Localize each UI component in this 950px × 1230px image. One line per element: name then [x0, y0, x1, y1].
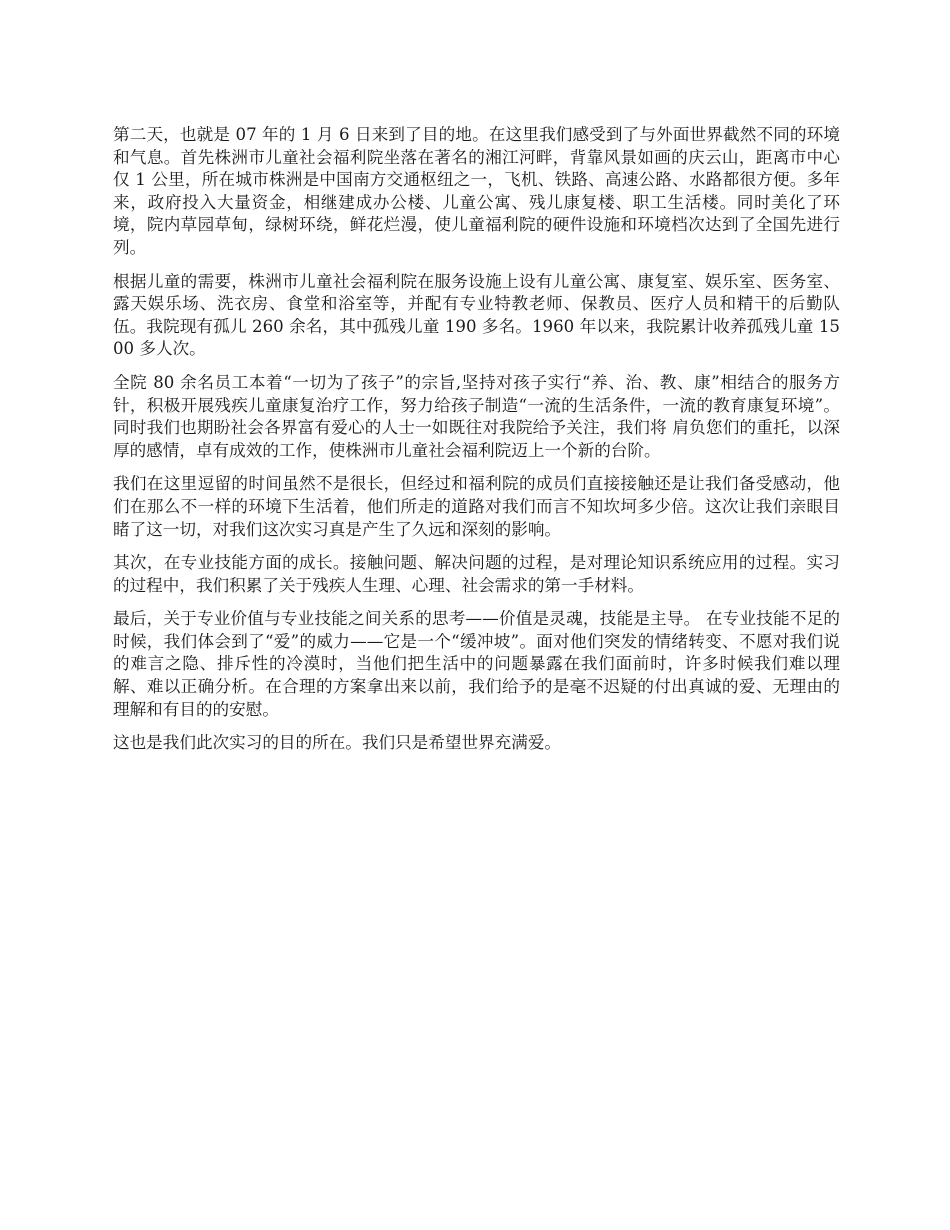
paragraph-skills: 其次，在专业技能方面的成长。接触问题、解决问题的过程，是对理论知识系统应用的过程。实习的过程中，我们积累了关于残疾人生理、心理、社会需求的第一手材料。 [113, 553, 840, 595]
paragraph-arrival: 第二天，也就是 07 年的 1 月 6 日来到了目的地。在这里我们感受到了与外面世界截然不同的环境和气息。首先株洲市儿童社会福利院坐落在著名的湘江河畔，背靠风景如画的庆云山，距离市中心仅 1 公里，所在城市株洲是中国南方交通枢纽之一，飞机、铁路、高速公路、水路都很方便。多年来，政府投入大量资金，相继建成办公楼、儿童公寓、残儿康复楼、职工生活楼。同时美化了环境，院内草园草甸，绿树环绕，鲜花烂漫，使儿童福利院的硬件设施和环境档次达到了全国先进行列。 [113, 125, 840, 257]
document-body [113, 124, 840, 766]
paragraph-facilities: 根据儿童的需要，株洲市儿童社会福利院在服务设施上设有儿童公寓、康复室、娱乐室、医务室、露天娱乐场、洗衣房、食堂和浴室等，并配有专业特教老师、保教员、医疗人员和精干的后勤队伍。我院现有孤儿 260 余名，其中孤残儿童 190 多名。1960 年以来，我院累计收养孤残儿童 1500 多人次。 [113, 271, 840, 359]
paragraph-impressions: 我们在这里逗留的时间虽然不是很长，但经过和福利院的成员们直接接触还是让我们备受感动，他们在那么不一样的环境下生活着，他们所走的道路对我们而言不知坎坷多少倍。这次让我们亲眼目睹了这一切，对我们这次实习真是产生了久远和深刻的影响。 [113, 474, 840, 539]
paragraph-conclusion: 这也是我们此次实习的目的所在。我们只是希望世界充满爱。 [113, 733, 562, 753]
paragraph-reflection: 最后，关于专业价值与专业技能之间关系的思考——价值是灵魂，技能是主导。 在专业技能不足的时候，我们体会到了“爱”的威力——它是一个“缓冲坡”。面对他们突发的情绪转变、不愿对我们说的难言之隐、排斥性的冷漠时，当他们把生活中的问题暴露在我们面前时，许多时候我们难以理解、难以正确分析。在合理的方案拿出来以前，我们给予的是毫不迟疑的付出真诚的爱、无理由的理解和有目的的安慰。 [113, 609, 840, 719]
paragraph-staff: 全院 80 余名员工本着“一切为了孩子”的宗旨,坚持对孩子实行“养、治、教、康”相结合的服务方针，积极开展残疾儿童康复治疗工作，努力给孩子制造“一流的生活条件，一流的教育康复环境”。同时我们也期盼社会各界富有爱心的人士一如既往对我院给予关注，我们将 肩负您们的重托，以深厚的感情，卓有成效的工作，使株洲市儿童社会福利院迈上一个新的台阶。 [113, 372, 840, 460]
